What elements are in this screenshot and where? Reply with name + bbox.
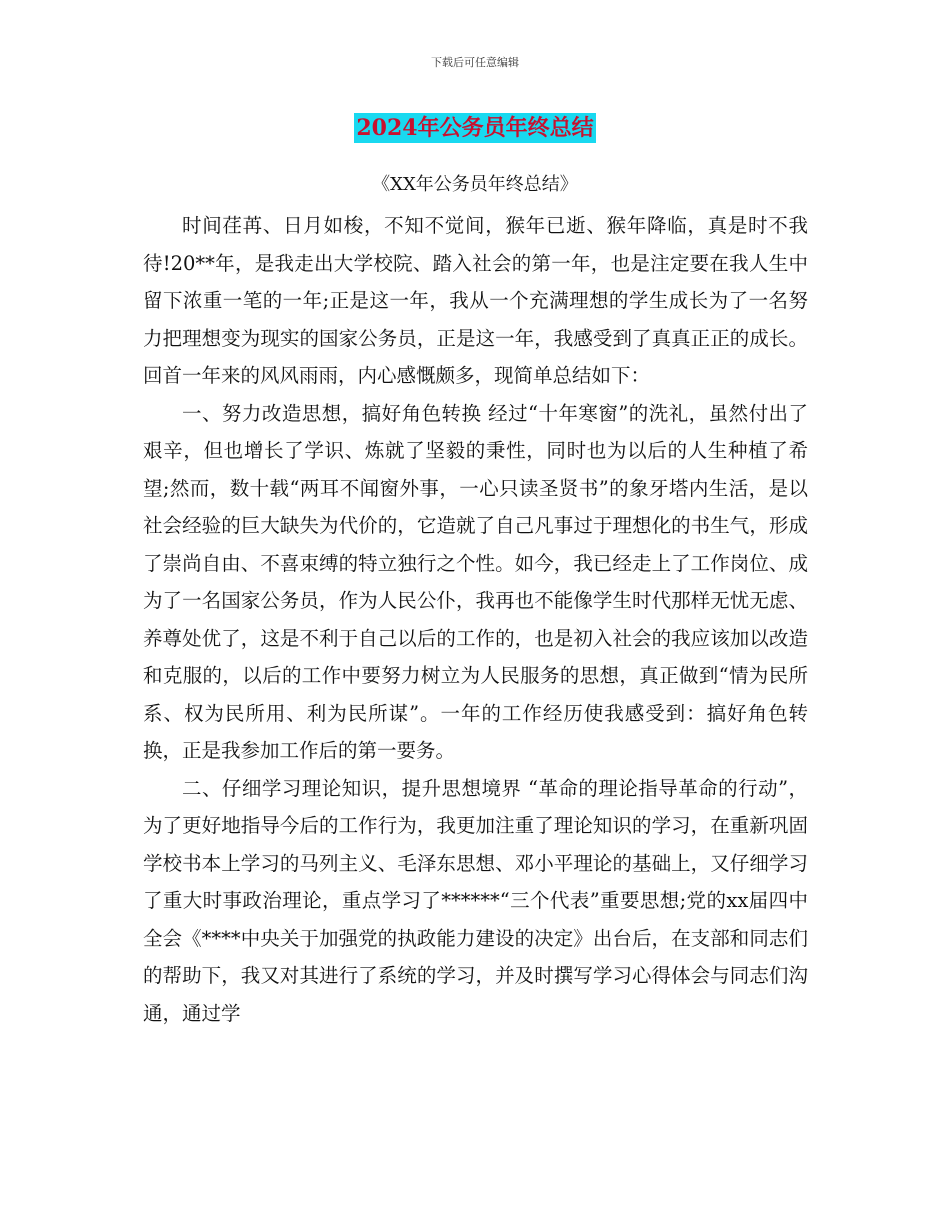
document-title: 2024年公务员年终总结 [356,115,594,141]
paragraph-intro: 时间荏苒、日月如梭，不知不觉间，猴年已逝、猴年降临，真是时不我待!20**年，是我走出大学校院、踏入社会的第一年，也是注定要在我人生中留下浓重一笔的一年;正是这一年，我从一个充满理想的学生成长为了一名努力把理想变为现实的国家公务员，正是这一年，我感受到了真真正正的成长。回首一年来的风风雨雨，内心感慨颇多，现简单总结如下： [143,214,808,387]
document-body [143,207,808,1032]
paragraph-section-one: 一、努力改造思想，搞好角色转换 经过“十年寒窗”的洗礼，虽然付出了艰辛，但也增长了学识、炼就了坚毅的秉性，同时也为以后的人生种植了希望;然而，数十载“两耳不闻窗外事，一心只读圣贤书”的象牙塔内生活，是以社会经验的巨大缺失为代价的，它造就了自己凡事过于理想化的书生气，形成了崇尚自由、不喜束缚的特立独行之个性。如今，我已经走上了工作岗位、成为了一名国家公务员，作为人民公仆，我再也不能像学生时代那样无忧无虑、养尊处优了，这是不利于自己以后的工作的，也是初入社会的我应该加以改造和克服的，以后的工作中要努力树立为人民服务的思想，真正做到“情为民所系、权为民所用、利为民所谋”。一年的工作经历使我感受到：搞好角色转换，正是我参加工作后的第一要务。 [143,401,808,762]
page-header-note: 下载后可任意编辑 [431,56,519,69]
paragraph-section-two: 二、仔细学习理论知识，提升思想境界 “革命的理论指导革命的行动”，为了更好地指导今后的工作行为，我更加注重了理论知识的学习，在重新巩固学校书本上学习的马列主义、毛泽东思想、邓小平理论的基础上，又仔细学习了重大时事政治理论，重点学习了******“三个代表”重要思想;党的xx届四中全会《****中央关于加强党的执政能力建设的决定》出台后，在支部和同志们的帮助下，我又对其进行了系统的学习，并及时撰写学习心得体会与同志们沟通，通过学 [143,776,808,1025]
title-container [0,113,950,143]
document-subtitle: 《XX年公务员年终总结》 [372,174,578,195]
